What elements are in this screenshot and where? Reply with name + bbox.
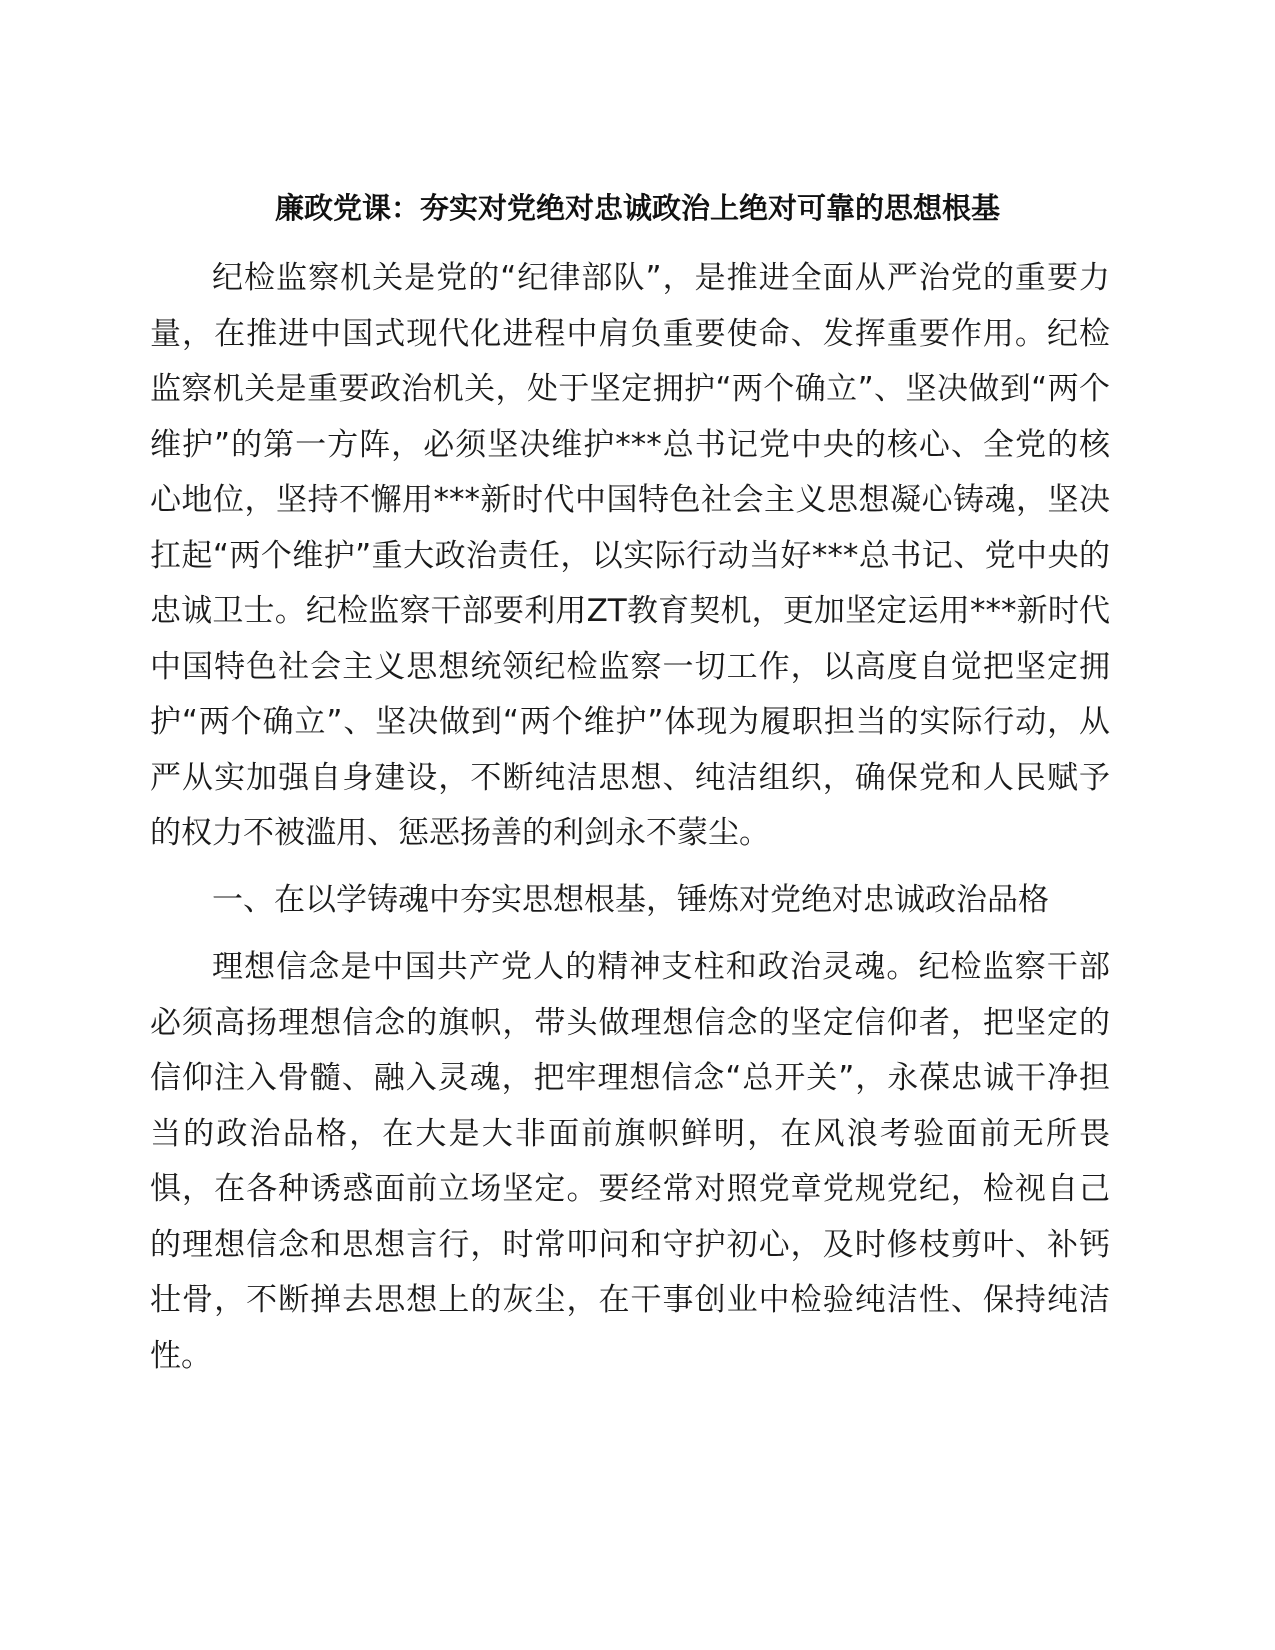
section-heading-1: 一、在以学铸魂中夯实思想根基，锤炼对党绝对忠诚政治品格 [212,882,1049,918]
paragraph-intro: 纪检监察机关是党的“纪律部队”，是推进全面从严治党的重要力量，在推进中国式现代化进程中肩负重要使命、发挥重要作用。纪检监察机关是重要政治机关，处于坚定拥护“两个确立”、坚决做到“两个维护”的第一方阵，必须坚决维护***总书记党中央的核心、全党的核心地位，坚持不懈用***新时代中国特色社会主义思想凝心铸魂，坚决扛起“两个维护”重大政治责任，以实际行动当好***总书记、党中央的忠诚卫士。纪检监察干部要利用ZT教育契机，更加坚定运用***新时代中国特色社会主义思想统领纪检监察一切工作，以高度自觉把坚定拥护“两个确立”、坚决做到“两个维护”体现为履职担当的实际行动，从严从实加强自身建设，不断纯洁思想、纯洁组织，确保党和人民赋予的权力不被滥用、惩恶扬善的利剑永不蒙尘。 [150,260,1110,851]
document-title: 廉政党课：夯实对党绝对忠诚政治上绝对可靠的思想根基 [274,191,1000,225]
paragraph-section-1: 理想信念是中国共产党人的精神支柱和政治灵魂。纪检监察干部必须高扬理想信念的旗帜，带头做理想信念的坚定信仰者，把坚定的信仰注入骨髓、融入灵魂，把牢理想信念“总开关”，永葆忠诚干净担当的政治品格，在大是大非面前旗帜鲜明，在风浪考验面前无所畏惧，在各种诱惑面前立场坚定。要经常对照党章党规党纪，检视自己的理想信念和思想言行，时常叩问和守护初心，及时修枝剪叶、补钙壮骨，不断掸去思想上的灰尘，在干事创业中检验纯洁性、保持纯洁性。 [150,949,1110,1374]
